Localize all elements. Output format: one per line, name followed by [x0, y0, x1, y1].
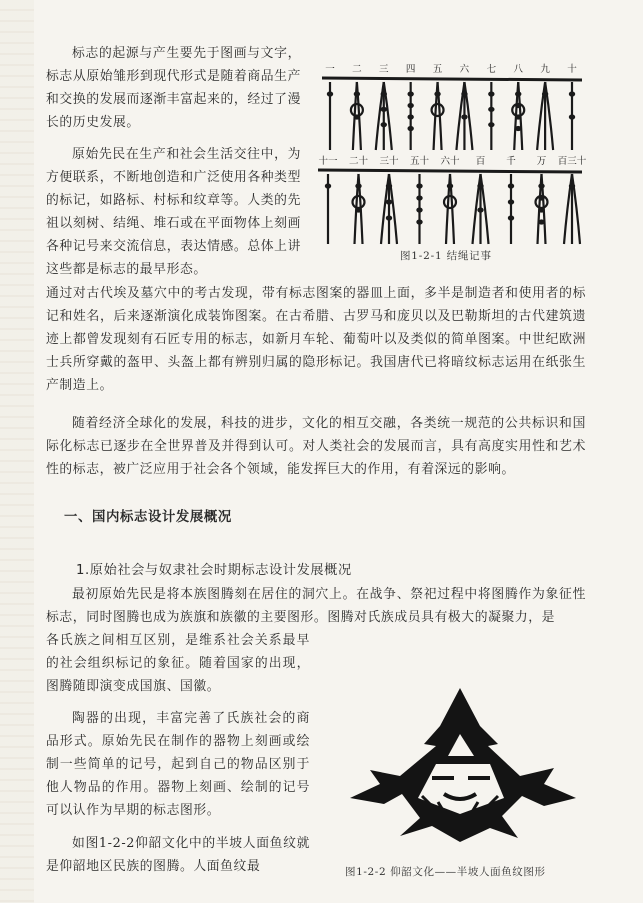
paragraph-totem-intro: 最初原始先民是将本族图腾刻在居住的洞穴上。在战争、祭祀过程中将图腾作为象征性标志，同时图腾也成为族旗和族徽的主要图形。图腾对氏族成员具有极大的凝聚力，是 — [46, 587, 586, 625]
bottom-row-label: 二十 — [348, 156, 369, 167]
top-row-cord — [488, 82, 494, 150]
top-row-label: 九 — [540, 64, 550, 75]
bottom-row-cord — [325, 174, 331, 244]
figure2-caption: 图1-2-2 仰韶文化——半坡人面鱼纹图形 — [345, 866, 546, 878]
top-row-label: 四 — [405, 64, 416, 75]
top-row-cord — [407, 82, 413, 150]
top-row-cord — [512, 82, 524, 150]
paragraph-pottery: 陶器的出现，丰富完善了氏族社会的商品形式。原始先民在制作的器物上刻画或绘制一些简单的记号，起到自己的物品区别于他人物品的作用。器物上刻画、绘制的记号可以认作为早期的标志图形。 — [46, 711, 310, 818]
paragraph-archaeology: 通过对古代埃及墓穴中的考古发现，带有标志图案的器皿上面，多半是制造者和使用者的标记和姓名，后来逐渐演化成装饰图案。在古希腊、古罗马和庞贝以及巴勒斯坦的古代建筑遗迹上都曾发现刻有石匠专用的标志，如新月车轮、葡萄叶以及类似的简单图案。中世纪欧洲士兵所穿戴的盔甲、头盔上都有辨别归属的隐形标记。我国唐代已将暗纹标志运用在纸张生产制造上。 — [46, 286, 586, 393]
top-row-label: 八 — [513, 64, 523, 75]
bottom-row-label: 百 — [475, 156, 486, 167]
top-row-label: 三 — [379, 64, 389, 75]
top-row-labels — [325, 63, 577, 75]
paragraph-totem-continued: 各氏族之间相互区别，是维系社会关系最早的社会组织标记的象征。随着国家的出现，图腾随即演变成国旗、国徽。 — [46, 633, 310, 694]
top-row-label: 二 — [352, 64, 362, 75]
top-row-cord — [569, 82, 575, 150]
page-edge — [0, 0, 34, 903]
top-row-cord — [351, 82, 363, 150]
bottom-row-label: 百三十 — [557, 156, 587, 167]
paragraph-yangshao: 如图1-2-2仰韶文化中的半坡人面鱼纹就是仰韶地区民族的图腾。人面鱼纹最 — [46, 836, 310, 874]
bottom-row-cords — [325, 174, 580, 244]
top-row-label: 十 — [567, 64, 577, 75]
paragraph-intro: 标志的起源与产生要先于图画与文字，标志从原始雏形到现代形式是随着商品生产和交换的发展而逐渐丰富起来的，经过了漫长的历史发展。 — [46, 46, 301, 130]
bottom-row-cord — [416, 174, 422, 244]
bottom-row-cord — [473, 174, 489, 244]
bottom-row-cord — [508, 174, 514, 244]
bottom-row-cord — [564, 174, 580, 244]
bottom-row-label: 六十 — [440, 156, 460, 167]
bottom-row-label: 三十 — [379, 156, 399, 167]
bottom-row-cord — [444, 174, 456, 244]
top-row-label: 一 — [325, 64, 335, 75]
bottom-row-label: 五十 — [409, 156, 430, 167]
top-row-label: 六 — [459, 64, 470, 75]
bottom-row-cord — [353, 174, 365, 244]
bottom-row-labels — [318, 155, 586, 167]
section-heading: 一、国内标志设计发展概况 — [64, 510, 232, 525]
top-row-cord — [456, 82, 472, 150]
paragraph-primitive-signs: 原始先民在生产和社会生活交往中，为方便联系，不断地创造和广泛使用各种类型的标记，如路标、村标和纹章等。人类的先祖以刻树、结绳、堆石或在平面物体上刻画各种记号来交流信息，表达情感。总体上讲这些都是标志的最早形态。 — [46, 147, 301, 277]
top-row-cord — [327, 82, 333, 150]
top-row-cord — [376, 82, 392, 150]
bottom-row-label: 万 — [536, 156, 547, 167]
top-row-cord — [432, 82, 444, 150]
top-row-label: 五 — [432, 64, 443, 75]
bottom-row-cord — [381, 174, 397, 244]
top-row-cord — [537, 82, 553, 150]
banpo-fish-face-figure — [340, 686, 580, 846]
bottom-row-cord — [536, 174, 548, 244]
knotted-cord-figure — [310, 58, 590, 248]
top-row-label: 七 — [486, 64, 497, 75]
bottom-row-label: 十一 — [318, 156, 338, 167]
figure1-caption: 图1-2-1 结绳记事 — [400, 250, 492, 262]
subsection-heading: 1.原始社会与奴隶社会时期标志设计发展概况 — [76, 563, 352, 578]
bottom-row-label: 千 — [506, 156, 516, 167]
top-row-cords — [327, 82, 575, 150]
paragraph-globalization: 随着经济全球化的发展，科技的进步，文化的相互交融，各类统一规范的公共标识和国际化标志已逐步在全世界普及并得到认可。对人类社会的发展而言，具有高度实用性和艺术性的标志，被广泛应用于社会各个领域，能发挥巨大的作用，有着深远的影响。 — [46, 416, 586, 477]
